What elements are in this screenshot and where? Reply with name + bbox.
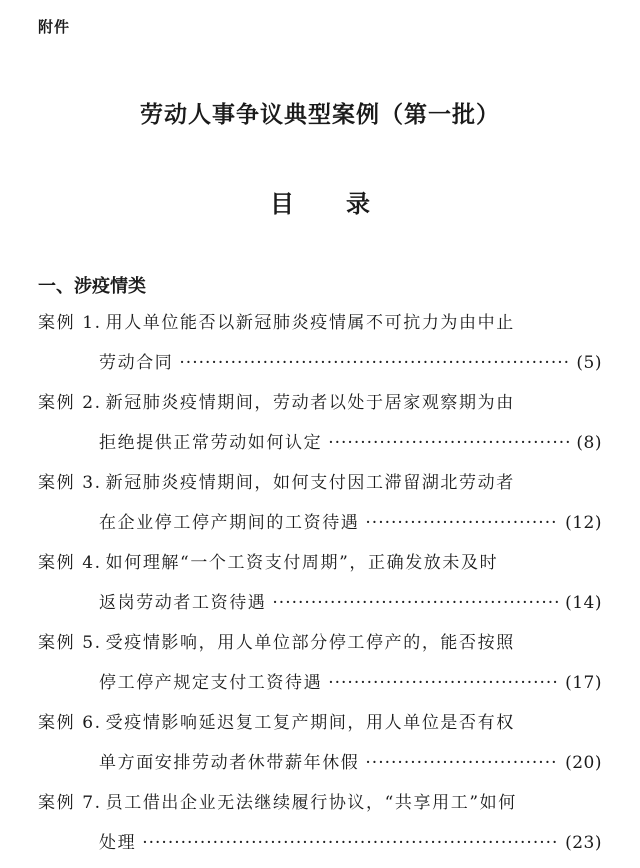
toc-entry-5[interactable] (0, 628, 640, 708)
case-title-line2: 劳动合同 (99, 353, 174, 373)
case-label: 案例 4. (38, 553, 102, 573)
toc-heading-char-2: 录 (346, 190, 370, 218)
page-number: (17) (565, 673, 602, 693)
case-title-line2: 停工停产规定支付工资待遇 (99, 673, 323, 693)
case-title-line2: 在企业停工停产期间的工资待遇 (99, 513, 360, 533)
case-label: 案例 2. (38, 393, 102, 413)
case-title-line2: 单方面安排劳动者休带薪年休假 (99, 753, 360, 773)
case-title-line2: 处理 (99, 833, 137, 853)
case-title-line1: 如何理解“一个工资支付周期”，正确发放未及时 (105, 553, 499, 573)
case-title-line2: 返岗劳动者工资待遇 (99, 593, 267, 613)
toc-entry-3[interactable] (0, 468, 640, 548)
toc-entry-2[interactable] (0, 388, 640, 468)
case-title-line1: 用人单位能否以新冠肺炎疫情属不可抗力为由中止 (105, 313, 515, 333)
case-title-line1: 受疫情影响，用人单位部分停工停产的，能否按照 (105, 633, 515, 653)
case-title-line1: 新冠肺炎疫情期间，如何支付因工滞留湖北劳动者 (105, 473, 515, 493)
toc-entry-6[interactable] (0, 708, 640, 788)
toc-heading-char-1: 目 (270, 190, 294, 218)
dot-leader (142, 833, 559, 853)
dot-leader (328, 673, 559, 693)
case-title-line1: 新冠肺炎疫情期间，劳动者以处于居家观察期为由 (105, 393, 515, 413)
page-number: (8) (576, 433, 602, 453)
document-title: 劳动人事争议典型案例（第一批） (140, 102, 500, 128)
toc-heading (0, 184, 640, 219)
attachment-label: 附件 (38, 18, 71, 36)
toc-entry-4[interactable] (0, 548, 640, 628)
toc-list (0, 308, 640, 868)
dot-leader (328, 433, 570, 453)
case-title-line1: 员工借出企业无法继续履行协议，“共享用工”如何 (105, 793, 517, 813)
page-number: (5) (576, 353, 602, 373)
dot-leader (365, 753, 559, 773)
section-title: 一、涉疫情类 (38, 276, 146, 297)
page-number: (23) (565, 833, 602, 853)
case-label: 案例 6. (38, 713, 102, 733)
page-number: (14) (565, 593, 602, 613)
case-title-line2: 拒绝提供正常劳动如何认定 (99, 433, 323, 453)
toc-entry-7[interactable] (0, 788, 640, 868)
page-number: (12) (565, 513, 602, 533)
toc-entry-1[interactable] (0, 308, 640, 388)
case-title-line1: 受疫情影响延迟复工复产期间，用人单位是否有权 (105, 713, 515, 733)
case-label: 案例 3. (38, 473, 102, 493)
dot-leader (365, 513, 559, 533)
dot-leader (272, 593, 559, 613)
case-label: 案例 1. (38, 313, 102, 333)
case-label: 案例 5. (38, 633, 102, 653)
dot-leader (179, 353, 570, 373)
page-number: (20) (565, 753, 602, 773)
case-label: 案例 7. (38, 793, 102, 813)
